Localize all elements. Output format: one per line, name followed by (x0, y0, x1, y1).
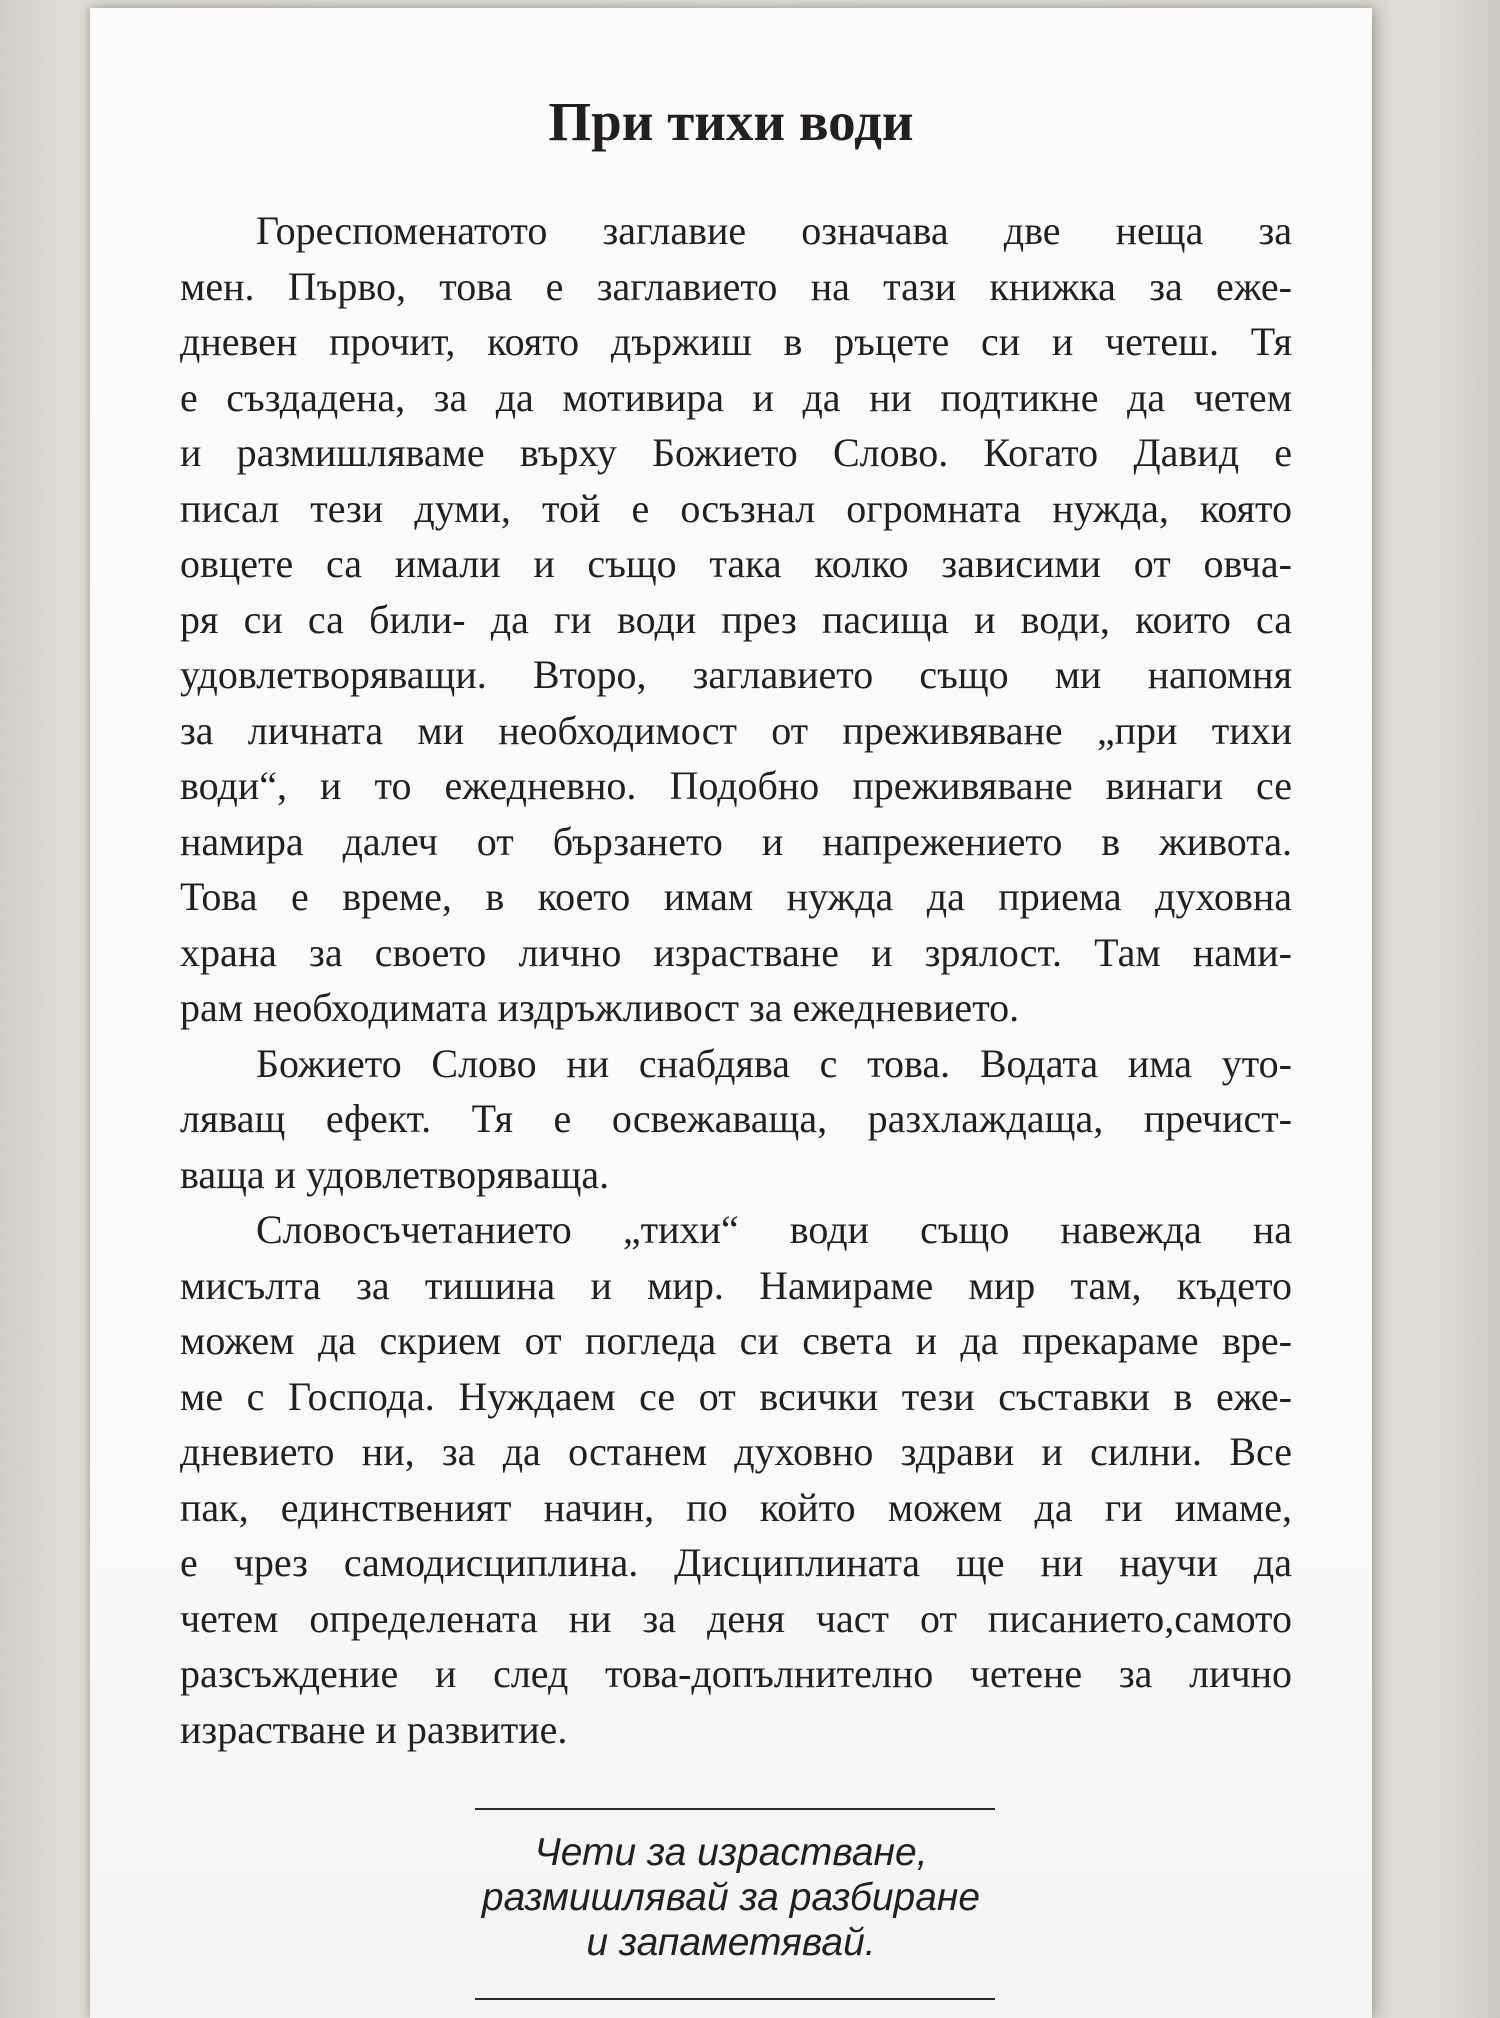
text-line: Божието Слово ни снабдява с това. Водата има уто- (256, 1040, 1292, 1086)
text-line: разсъждение и след това-допълнително четене за лично (180, 1651, 1292, 1696)
body-text (180, 203, 1292, 1757)
text-line: пак, единственият начин, по който можем да ги имаме, (180, 1484, 1292, 1530)
motto (90, 1830, 1372, 1965)
book-page (90, 8, 1372, 2018)
text-line: Гореспоменатото заглавие означава две неща за (256, 208, 1292, 253)
text-line: ме с Господа. Нуждаем се от всички тези съставки в еже- (180, 1373, 1292, 1419)
text-line: намира далеч от бързането и напрежението в живота. (180, 818, 1292, 864)
text-line: храна за своето лично израстване и зрялост. Там нами- (180, 929, 1292, 975)
text-line: писал тези думи, той е осъзнал огромната нужда, която (180, 485, 1292, 531)
text-line: мисълта за тишина и мир. Намираме мир там, където (180, 1262, 1292, 1308)
text-line: удовлетворяващи. Второ, заглавието също ми напомня (180, 652, 1292, 697)
text-line: дневието ни, за да останем духовно здрави и силни. Все (180, 1429, 1292, 1474)
motto-line: и запаметявай. (586, 1921, 876, 1964)
text-line: ря си са били- да ги води през пасища и води, които са (180, 596, 1292, 642)
text-line: Словосъчетанието „тихи“ води също навежда на (256, 1207, 1292, 1252)
paragraph (180, 1202, 1292, 1757)
text-line: ляващ ефект. Тя е освежаваща, разхлаждаща, пречист- (180, 1096, 1292, 1141)
text-line: за личната ми необходимост от преживяване „при тихи (180, 707, 1292, 753)
text-line: е създадена, за да мотивира и да ни подтикне да четем (180, 374, 1292, 420)
paragraph (180, 1036, 1292, 1203)
text-line: израстване и развитие. (180, 1706, 568, 1752)
text-line: Това е време, в което имам нужда да приема духовна (180, 874, 1292, 919)
text-line: мен. Първо, това е заглавието на тази книжка за еже- (180, 263, 1292, 309)
text-line: води“, и то ежедневно. Подобно преживяване винаги се (180, 763, 1292, 808)
motto-line: размишлявай за разбиране (481, 1876, 981, 1919)
text-line: дневен прочит, която държиш в ръцете си и четеш. Тя (180, 319, 1292, 364)
motto-line: Чети за израстване, (534, 1831, 928, 1874)
page-title: При тихи води (548, 91, 914, 152)
text-line: рам необходимата издръжливост за ежедневието. (180, 985, 1020, 1030)
text-line: можем да скрием от погледа си света и да прекараме вре- (180, 1318, 1292, 1363)
divider-top (475, 1808, 995, 1810)
text-line: ваща и удовлетворяваща. (180, 1151, 610, 1197)
text-line: четем определената ни за деня част от писанието,самото (180, 1595, 1292, 1641)
text-line: овцете са имали и също така колко зависими от овча- (180, 541, 1292, 586)
paragraph (180, 203, 1292, 1036)
text-line: и размишляваме върху Божието Слово. Когато Давид е (180, 430, 1292, 475)
text-line: е чрез самодисциплина. Дисциплината ще ни научи да (180, 1540, 1292, 1585)
